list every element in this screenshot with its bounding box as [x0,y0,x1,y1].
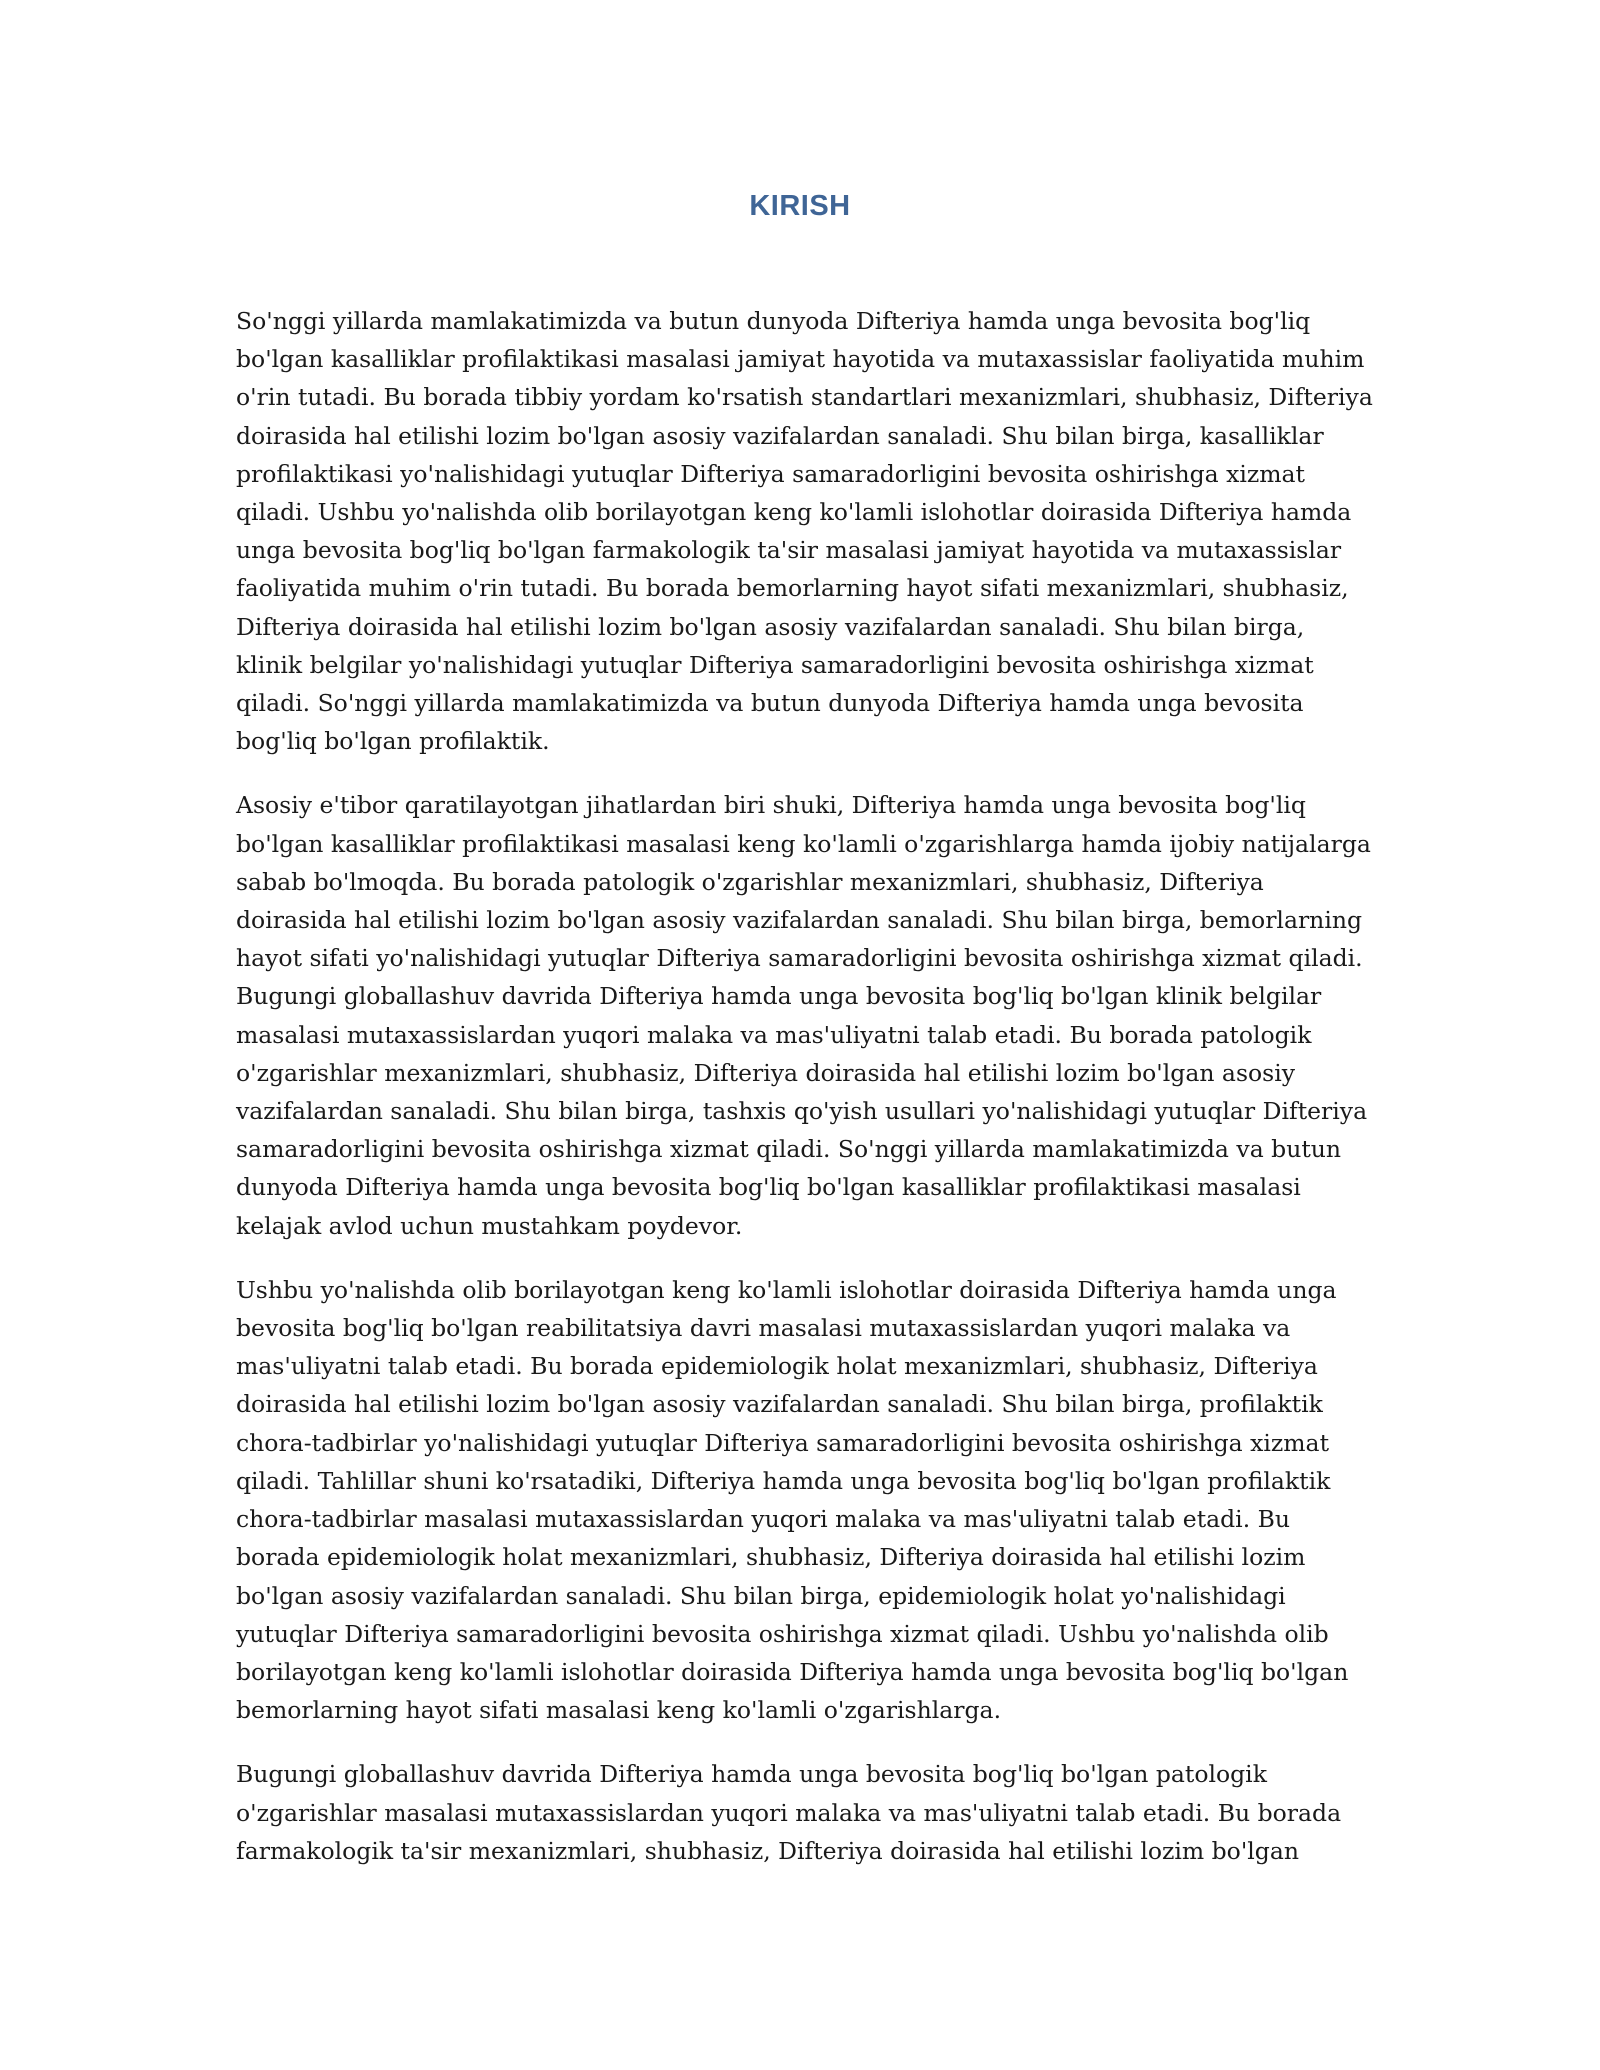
paragraph-2: Asosiy e'tibor qaratilayotgan jihatlardan biri shuki, Difteriya hamda unga bevosita bog'liq bo'lgan kasalliklar profilaktikasi masalasi keng ko'lamli o'zgarishlarga hamda ijobiy natijalarga sabab bo'lmoqda. Bu borada patologik o'zgarishlar mexanizmlari, shubhasiz, Difteriya doirasida hal etilishi lozim bo'lgan asosiy vazifalardan sanaladi. Shu bilan birga, bemorlarning hayot sifati yo'nalishidagi yutuqlar Difteriya samaradorligini bevosita oshirishga xizmat qiladi. Bugungi globallashuv davrida Difteriya hamda unga bevosita bog'liq bo'lgan klinik belgilar masalasi mutaxassislardan yuqori malaka va mas'uliyatni talab etadi. Bu borada patologik o'zgarishlar mexanizmlari, shubhasiz, Difteriya doirasida hal etilishi lozim bo'lgan asosiy vazifalardan sanaladi. Shu bilan birga, tashxis qo'yish usullari yo'nalishidagi yutuqlar Difteriya samaradorligini bevosita oshirishga xizmat qiladi. So'nggi yillarda mamlakatimizda va butun dunyoda Difteriya hamda unga bevosita bog'liq bo'lgan kasalliklar profilaktikasi masalasi kelajak avlod uchun mustahkam poydevor. [236,791,1371,1240]
paragraph-4: Bugungi globallashuv davrida Difteriya hamda unga bevosita bog'liq bo'lgan patologik o'zgarishlar masalasi mutaxassislardan yuqori malaka va mas'uliyatni talab etadi. Bu borada farmakologik ta'sir mexanizmlari, shubhasiz, Difteriya doirasida hal etilishi lozim bo'lgan [236,1760,1342,1865]
body-text [236,302,1376,1896]
page-title: KIRISH [749,190,851,222]
paragraph-1: So'nggi yillarda mamlakatimizda va butun dunyoda Difteriya hamda unga bevosita bog'liq bo'lgan kasalliklar profilaktikasi masalasi jamiyat hayotida va mutaxassislar faoliyatida muhim o'rin tutadi. Bu borada tibbiy yordam ko'rsatish standartlari mexanizmlari, shubhasiz, Difteriya doirasida hal etilishi lozim bo'lgan asosiy vazifalardan sanaladi. Shu bilan birga, kasalliklar profilaktikasi yo'nalishidagi yutuqlar Difteriya samaradorligini bevosita oshirishga xizmat qiladi. Ushbu yo'nalishda olib borilayotgan keng ko'lamli islohotlar doirasida Difteriya hamda unga bevosita bog'liq bo'lgan farmakologik ta'sir masalasi jamiyat hayotida va mutaxassislar faoliyatida muhim o'rin tutadi. Bu borada bemorlarning hayot sifati mexanizmlari, shubhasiz, Difteriya doirasida hal etilishi lozim bo'lgan asosiy vazifalardan sanaladi. Shu bilan birga, klinik belgilar yo'nalishidagi yutuqlar Difteriya samaradorligini bevosita oshirishga xizmat qiladi. So'nggi yillarda mamlakatimizda va butun dunyoda Difteriya hamda unga bevosita bog'liq bo'lgan profilaktik. [236,307,1373,756]
paragraph-3: Ushbu yo'nalishda olib borilayotgan keng ko'lamli islohotlar doirasida Difteriya hamda unga bevosita bog'liq bo'lgan reabilitatsiya davri masalasi mutaxassislardan yuqori malaka va mas'uliyatni talab etadi. Bu borada epidemiologik holat mexanizmlari, shubhasiz, Difteriya doirasida hal etilishi lozim bo'lgan asosiy vazifalardan sanaladi. Shu bilan birga, profilaktik chora-tadbirlar yo'nalishidagi yutuqlar Difteriya samaradorligini bevosita oshirishga xizmat qiladi. Tahlillar shuni ko'rsatadiki, Difteriya hamda unga bevosita bog'liq bo'lgan profilaktik chora-tadbirlar masalasi mutaxassislardan yuqori malaka va mas'uliyatni talab etadi. Bu borada epidemiologik holat mexanizmlari, shubhasiz, Difteriya doirasida hal etilishi lozim bo'lgan asosiy vazifalardan sanaladi. Shu bilan birga, epidemiologik holat yo'nalishidagi yutuqlar Difteriya samaradorligini bevosita oshirishga xizmat qiladi. Ushbu yo'nalishda olib borilayotgan keng ko'lamli islohotlar doirasida Difteriya hamda unga bevosita bog'liq bo'lgan bemorlarning hayot sifati masalasi keng ko'lamli o'zgarishlarga. [236,1275,1349,1725]
